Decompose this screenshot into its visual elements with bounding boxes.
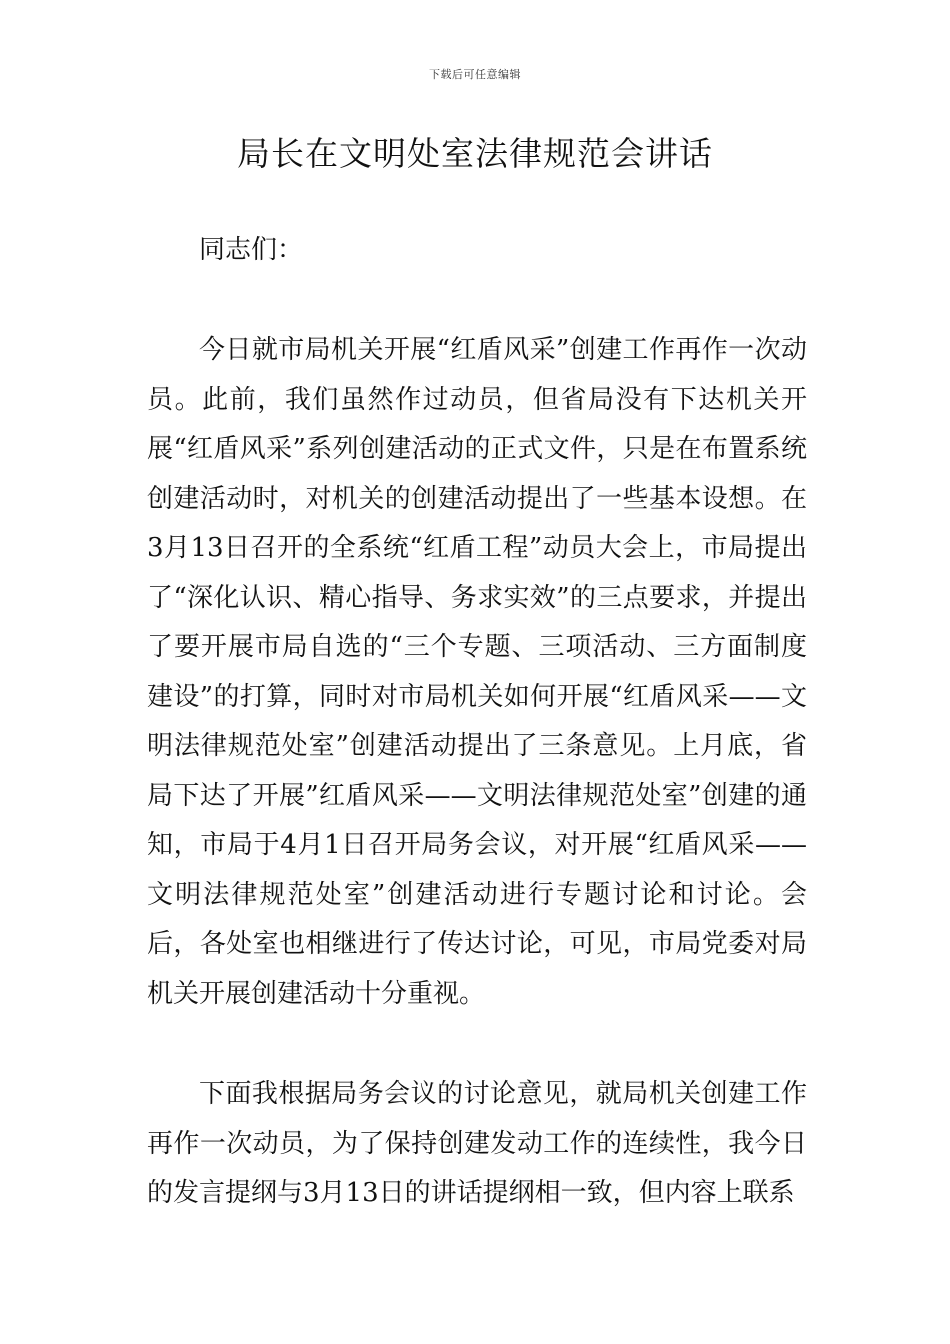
- greeting: 同志们：: [199, 235, 304, 265]
- paragraph-2: 下面我根据局务会议的讨论意见，就局机关创建工作再作一次动员，为了保持创建发动工作的连续性，我今日的发言提纲与3月13日的讲话提纲相一致，但内容上联系: [147, 1079, 807, 1208]
- header-note: 下载后可任意编辑: [429, 68, 521, 81]
- document-title: 局长在文明处室法律规范会讲话: [237, 134, 713, 173]
- paragraph-1: 今日就市局机关开展“红盾风采”创建工作再作一次动员。此前，我们虽然作过动员，但省局没有下达机关开展“红盾风采”系列创建活动的正式文件，只是在布置系统创建活动时，对机关的创建活动提出了一些基本设想。在3月13日召开的全系统“红盾工程”动员大会上，市局提出了“深化认识、精心指导、务求实效”的三点要求，并提出了要开展市局自选的“三个专题、三项活动、三方面制度建设”的打算，同时对市局机关如何开展“红盾风采——文明法律规范处室”创建活动提出了三条意见。上月底，省局下达了开展”红盾风采——文明法律规范处室”创建的通知，市局于4月1日召开局务会议，对开展“红盾风采——文明法律规范处室”创建活动进行专题讨论和讨论。会后，各处室也相继进行了传达讨论，可见，市局党委对局机关开展创建活动十分重视。: [147, 335, 807, 1009]
